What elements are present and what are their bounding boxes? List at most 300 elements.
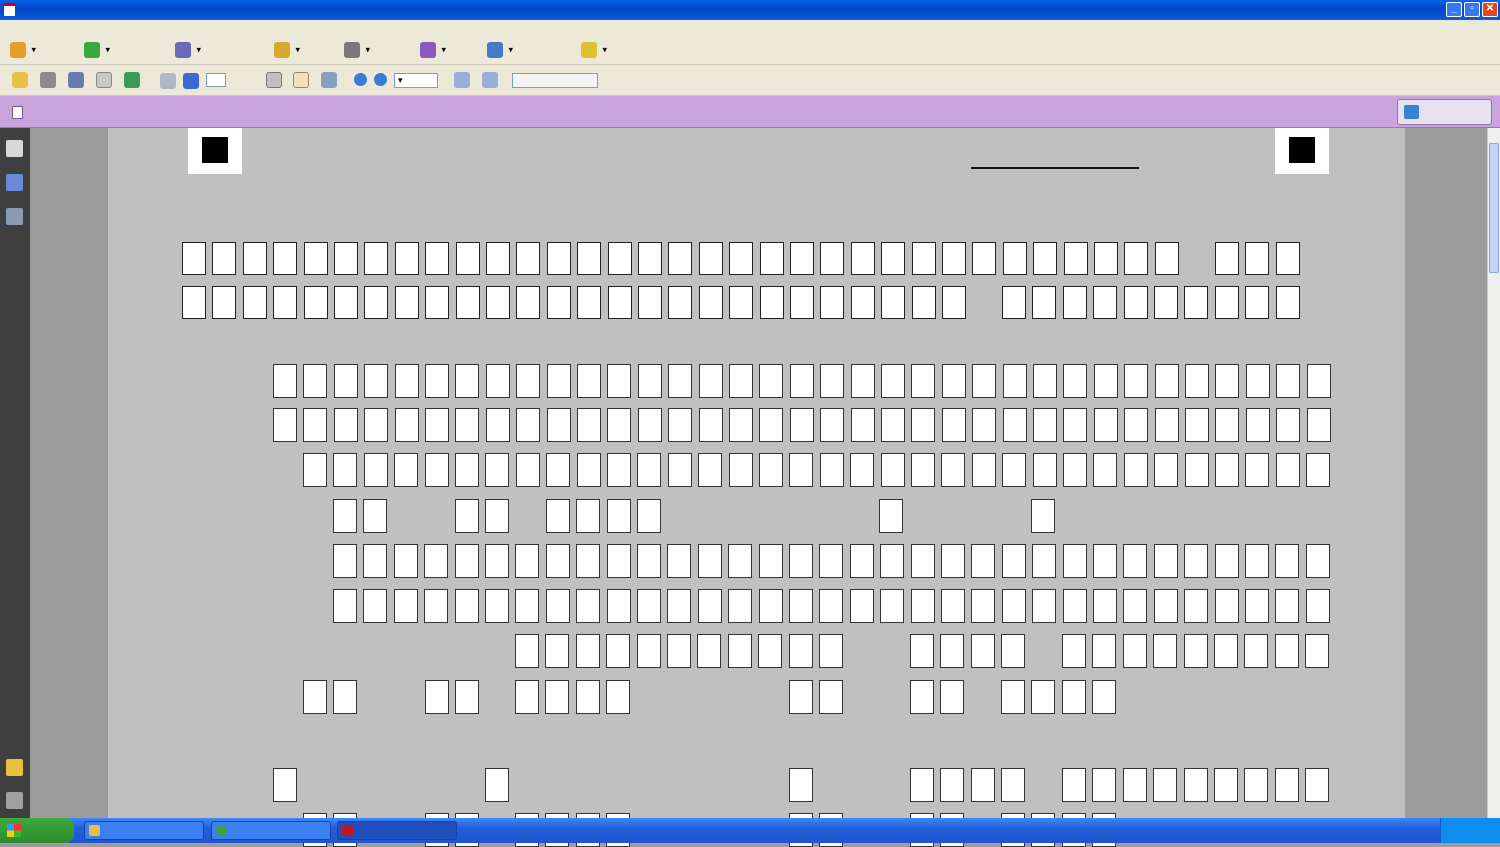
name-cell[interactable] xyxy=(1155,408,1179,442)
doc-series-cell[interactable] xyxy=(1001,634,1025,668)
name-cell[interactable] xyxy=(1307,408,1331,442)
name-cell[interactable] xyxy=(303,408,327,442)
minimize-button[interactable]: _ xyxy=(1446,2,1462,17)
birth-city-cell[interactable] xyxy=(1184,589,1208,623)
surname-cell[interactable] xyxy=(699,364,723,398)
surname-cell[interactable] xyxy=(851,364,875,398)
permit-series-cell[interactable] xyxy=(1001,768,1025,802)
validity-day-cell[interactable] xyxy=(819,680,843,714)
citizenship-cell[interactable] xyxy=(789,453,813,487)
surname-cell[interactable] xyxy=(881,364,905,398)
surname-cell[interactable] xyxy=(972,364,996,398)
secure-button[interactable]: ▾ xyxy=(274,42,300,58)
name-cell[interactable] xyxy=(1246,408,1270,442)
name-cell[interactable] xyxy=(425,408,449,442)
doc-series-cell[interactable] xyxy=(971,634,995,668)
doc-kind-cell[interactable] xyxy=(637,634,661,668)
birth-city-cell[interactable] xyxy=(759,589,783,623)
name-cell[interactable] xyxy=(820,408,844,442)
birth-city-cell[interactable] xyxy=(546,589,570,623)
name-cell[interactable] xyxy=(851,408,875,442)
issue-year-cell[interactable] xyxy=(515,680,539,714)
male-checkbox[interactable] xyxy=(879,499,903,533)
citizenship-cell[interactable] xyxy=(1245,453,1269,487)
name-cell[interactable] xyxy=(972,408,996,442)
birth-state-cell[interactable] xyxy=(667,544,691,578)
birth-state-cell[interactable] xyxy=(759,544,783,578)
birth-city-cell[interactable] xyxy=(576,589,600,623)
citizenship-cell[interactable] xyxy=(485,453,509,487)
name-cell[interactable] xyxy=(486,408,510,442)
dob-year-cell[interactable] xyxy=(637,499,661,533)
surname-cell[interactable] xyxy=(577,364,601,398)
task-acrobat[interactable] xyxy=(337,821,457,840)
citizenship-cell[interactable] xyxy=(972,453,996,487)
birth-state-cell[interactable] xyxy=(1215,544,1239,578)
citizenship-cell[interactable] xyxy=(577,453,601,487)
collab-icon[interactable] xyxy=(124,72,140,88)
name-cell[interactable] xyxy=(1063,408,1087,442)
birth-state-cell[interactable] xyxy=(819,544,843,578)
sample-letter xyxy=(1032,286,1056,319)
sample-letter xyxy=(1124,286,1148,319)
birth-city-cell[interactable] xyxy=(515,589,539,623)
surname-cell[interactable] xyxy=(1124,364,1148,398)
birth-city-cell[interactable] xyxy=(880,589,904,623)
birth-city-cell[interactable] xyxy=(1123,589,1147,623)
birth-city-cell[interactable] xyxy=(850,589,874,623)
birth-state-cell[interactable] xyxy=(911,544,935,578)
citizenship-cell[interactable] xyxy=(1124,453,1148,487)
doc-number-cell[interactable] xyxy=(1062,634,1086,668)
surname-cell[interactable] xyxy=(1033,364,1057,398)
citizenship-cell[interactable] xyxy=(455,453,479,487)
name-cell[interactable] xyxy=(942,408,966,442)
dob-year-cell[interactable] xyxy=(546,499,570,533)
doc-number-cell[interactable] xyxy=(1244,634,1268,668)
permit-number-cell[interactable] xyxy=(1153,768,1177,802)
permit-series-cell[interactable] xyxy=(940,768,964,802)
name-cell[interactable] xyxy=(607,408,631,442)
surname-cell[interactable] xyxy=(911,364,935,398)
name-cell[interactable] xyxy=(1003,408,1027,442)
birth-state-cell[interactable] xyxy=(850,544,874,578)
birth-state-cell[interactable] xyxy=(1002,544,1026,578)
citizenship-cell[interactable] xyxy=(1185,453,1209,487)
name-cell[interactable] xyxy=(1094,408,1118,442)
surname-cell[interactable] xyxy=(668,364,692,398)
sample-letter xyxy=(760,242,784,275)
birth-city-cell[interactable] xyxy=(941,589,965,623)
birth-city-cell[interactable] xyxy=(789,589,813,623)
birth-state-cell[interactable] xyxy=(1123,544,1147,578)
name-cell[interactable] xyxy=(638,408,662,442)
surname-cell[interactable] xyxy=(1185,364,1209,398)
comments-icon[interactable] xyxy=(6,759,23,776)
doc-number-cell[interactable] xyxy=(1214,634,1238,668)
birth-state-cell[interactable] xyxy=(424,544,448,578)
birth-state-cell[interactable] xyxy=(1154,544,1178,578)
sample-letter xyxy=(334,286,358,319)
birth-state-cell[interactable] xyxy=(941,544,965,578)
birth-state-cell[interactable] xyxy=(394,544,418,578)
citizenship-cell[interactable] xyxy=(668,453,692,487)
birth-city-cell[interactable] xyxy=(1245,589,1269,623)
sample-letter xyxy=(425,242,449,275)
birth-state-cell[interactable] xyxy=(728,544,752,578)
birth-city-cell[interactable] xyxy=(363,589,387,623)
lock-icon xyxy=(274,42,290,58)
birth-state-cell[interactable] xyxy=(333,544,357,578)
citizenship-cell[interactable] xyxy=(881,453,905,487)
name-cell[interactable] xyxy=(881,408,905,442)
citizenship-cell[interactable] xyxy=(698,453,722,487)
birth-city-cell[interactable] xyxy=(424,589,448,623)
name-cell[interactable] xyxy=(516,408,540,442)
surname-cell[interactable] xyxy=(820,364,844,398)
birth-city-cell[interactable] xyxy=(819,589,843,623)
citizenship-cell[interactable] xyxy=(1063,453,1087,487)
name-cell[interactable] xyxy=(729,408,753,442)
citizenship-cell[interactable] xyxy=(425,453,449,487)
surname-cell[interactable] xyxy=(1094,364,1118,398)
dob-day-cell[interactable] xyxy=(363,499,387,533)
sample-letter xyxy=(638,286,662,319)
doc-kind-cell[interactable] xyxy=(545,634,569,668)
surname-cell[interactable] xyxy=(516,364,540,398)
birth-city-cell[interactable] xyxy=(667,589,691,623)
dob-year-cell[interactable] xyxy=(607,499,631,533)
surname-cell[interactable] xyxy=(638,364,662,398)
page-down-icon[interactable] xyxy=(183,73,199,89)
corner-marker-square xyxy=(1289,137,1315,163)
issue-month-cell[interactable] xyxy=(455,680,479,714)
validity-year-cell[interactable] xyxy=(1092,680,1116,714)
permit-series-cell[interactable] xyxy=(910,768,934,802)
birth-city-cell[interactable] xyxy=(1215,589,1239,623)
doc-number-cell[interactable] xyxy=(1092,634,1116,668)
citizenship-cell[interactable] xyxy=(637,453,661,487)
surname-cell[interactable] xyxy=(303,364,327,398)
surname-cell[interactable] xyxy=(942,364,966,398)
fit-width-icon[interactable] xyxy=(482,72,498,88)
birth-city-cell[interactable] xyxy=(1275,589,1299,623)
citizenship-cell[interactable] xyxy=(850,453,874,487)
citizenship-cell[interactable] xyxy=(1306,453,1330,487)
visa-checkbox[interactable] xyxy=(273,768,297,802)
surname-cell[interactable] xyxy=(729,364,753,398)
validity-year-cell[interactable] xyxy=(1001,680,1025,714)
dob-month-cell[interactable] xyxy=(485,499,509,533)
female-checkbox[interactable] xyxy=(1031,499,1055,533)
folder-icon xyxy=(89,825,100,836)
doc-number-cell[interactable] xyxy=(1153,634,1177,668)
surname-cell[interactable] xyxy=(1307,364,1331,398)
name-cell[interactable] xyxy=(699,408,723,442)
sample-letter xyxy=(212,286,236,319)
issue-year-cell[interactable] xyxy=(545,680,569,714)
citizenship-cell[interactable] xyxy=(364,453,388,487)
citizenship-cell[interactable] xyxy=(1093,453,1117,487)
birth-city-cell[interactable] xyxy=(911,589,935,623)
birth-city-cell[interactable] xyxy=(1093,589,1117,623)
citizenship-cell[interactable] xyxy=(333,453,357,487)
name-cell[interactable] xyxy=(334,408,358,442)
page-up-icon[interactable] xyxy=(160,73,176,89)
permit-number-cell[interactable] xyxy=(1123,768,1147,802)
zoom-in-icon[interactable] xyxy=(374,73,387,86)
validity-year-cell[interactable] xyxy=(1062,680,1086,714)
birth-state-cell[interactable] xyxy=(1032,544,1056,578)
birth-state-cell[interactable] xyxy=(546,544,570,578)
citizenship-cell[interactable] xyxy=(1215,453,1239,487)
name-cell[interactable] xyxy=(1033,408,1057,442)
task-browser[interactable] xyxy=(211,821,331,840)
sample-letter xyxy=(972,242,996,275)
birth-city-cell[interactable] xyxy=(1154,589,1178,623)
citizenship-cell[interactable] xyxy=(303,453,327,487)
attachments-icon[interactable] xyxy=(6,792,23,809)
vertical-scrollbar[interactable] xyxy=(1487,128,1500,818)
comment-button[interactable]: ▾ xyxy=(581,42,607,58)
page-number-input[interactable] xyxy=(206,73,226,87)
doc-kind-cell[interactable] xyxy=(606,634,630,668)
name-cell[interactable] xyxy=(790,408,814,442)
doc-number-cell[interactable] xyxy=(1275,634,1299,668)
scrollbar-thumb[interactable] xyxy=(1489,143,1499,273)
permit-number-cell[interactable] xyxy=(1062,768,1086,802)
permit-number-cell[interactable] xyxy=(1275,768,1299,802)
name-cell[interactable] xyxy=(547,408,571,442)
surname-cell[interactable] xyxy=(547,364,571,398)
sample-letter xyxy=(881,286,905,319)
create-button[interactable]: ▾ xyxy=(10,42,36,58)
surname-cell[interactable] xyxy=(395,364,419,398)
signatures-icon[interactable] xyxy=(6,208,23,225)
doc-number-cell[interactable] xyxy=(1184,634,1208,668)
surname-cell[interactable] xyxy=(364,364,388,398)
fit-page-icon[interactable] xyxy=(454,72,470,88)
birth-state-cell[interactable] xyxy=(607,544,631,578)
birth-city-cell[interactable] xyxy=(455,589,479,623)
birth-state-cell[interactable] xyxy=(1306,544,1330,578)
comment-icon xyxy=(581,42,597,58)
task-new-folder[interactable] xyxy=(84,821,204,840)
validity-year-cell[interactable] xyxy=(1031,680,1055,714)
sample-letter xyxy=(516,242,540,275)
surname-cell[interactable] xyxy=(1276,364,1300,398)
bookmarks-icon[interactable] xyxy=(6,174,23,191)
surname-cell[interactable] xyxy=(486,364,510,398)
citizenship-cell[interactable] xyxy=(911,453,935,487)
birth-state-cell[interactable] xyxy=(1093,544,1117,578)
doc-number-cell[interactable] xyxy=(1305,634,1329,668)
surname-cell[interactable] xyxy=(1063,364,1087,398)
citizenship-cell[interactable] xyxy=(1033,453,1057,487)
birth-state-cell[interactable] xyxy=(637,544,661,578)
birth-city-cell[interactable] xyxy=(971,589,995,623)
surname-cell[interactable] xyxy=(273,364,297,398)
permit-number-cell[interactable] xyxy=(1184,768,1208,802)
surname-cell[interactable] xyxy=(790,364,814,398)
citizenship-cell[interactable] xyxy=(607,453,631,487)
citizenship-cell[interactable] xyxy=(516,453,540,487)
sign-button[interactable]: ▾ xyxy=(344,42,370,58)
sample-letter xyxy=(942,242,966,275)
birth-state-cell[interactable] xyxy=(880,544,904,578)
start-button[interactable] xyxy=(0,818,74,843)
doc-kind-cell[interactable] xyxy=(576,634,600,668)
surname-cell[interactable] xyxy=(607,364,631,398)
citizenship-cell[interactable] xyxy=(729,453,753,487)
birth-city-cell[interactable] xyxy=(1306,589,1330,623)
doc-kind-cell[interactable] xyxy=(789,634,813,668)
birth-state-cell[interactable] xyxy=(789,544,813,578)
permit-series-cell[interactable] xyxy=(971,768,995,802)
zoom-select[interactable]: ▾ xyxy=(394,73,438,88)
doc-kind-cell[interactable] xyxy=(819,634,843,668)
highlight-fields-icon xyxy=(1404,105,1419,119)
zoom-tool-icon[interactable] xyxy=(321,72,337,88)
sample-letter xyxy=(851,242,875,275)
name-cell[interactable] xyxy=(273,408,297,442)
multimedia-button[interactable]: ▾ xyxy=(487,42,513,58)
combine-button[interactable]: ▾ xyxy=(84,42,110,58)
dob-year-cell[interactable] xyxy=(576,499,600,533)
issue-month-cell[interactable] xyxy=(425,680,449,714)
birth-state-cell[interactable] xyxy=(363,544,387,578)
birth-city-cell[interactable] xyxy=(333,589,357,623)
birth-city-cell[interactable] xyxy=(607,589,631,623)
dob-day-cell[interactable] xyxy=(333,499,357,533)
name-cell[interactable] xyxy=(577,408,601,442)
sample-letter xyxy=(456,242,480,275)
citizenship-cell[interactable] xyxy=(1276,453,1300,487)
surname-cell[interactable] xyxy=(455,364,479,398)
pages-icon[interactable] xyxy=(6,140,23,157)
name-cell[interactable] xyxy=(759,408,783,442)
doc-kind-cell[interactable] xyxy=(728,634,752,668)
collaborate-button[interactable]: ▾ xyxy=(175,42,201,58)
save-icon[interactable] xyxy=(68,72,84,88)
issue-year-cell[interactable] xyxy=(606,680,630,714)
name-cell[interactable] xyxy=(364,408,388,442)
name-cell[interactable] xyxy=(668,408,692,442)
hand-tool-icon[interactable] xyxy=(293,72,309,88)
sample-letter xyxy=(912,242,936,275)
birth-state-cell[interactable] xyxy=(698,544,722,578)
validity-month-cell[interactable] xyxy=(940,680,964,714)
open-folder-icon[interactable] xyxy=(12,72,28,88)
doc-series-cell[interactable] xyxy=(940,634,964,668)
permit-number-cell[interactable] xyxy=(1244,768,1268,802)
birth-city-cell[interactable] xyxy=(1032,589,1056,623)
birth-state-cell[interactable] xyxy=(515,544,539,578)
citizenship-cell[interactable] xyxy=(941,453,965,487)
citizenship-cell[interactable] xyxy=(394,453,418,487)
birth-city-cell[interactable] xyxy=(698,589,722,623)
citizenship-cell[interactable] xyxy=(1154,453,1178,487)
birth-city-cell[interactable] xyxy=(1063,589,1087,623)
citizenship-cell[interactable] xyxy=(820,453,844,487)
collaborate-icon xyxy=(175,42,191,58)
name-cell[interactable] xyxy=(1215,408,1239,442)
birth-state-cell[interactable] xyxy=(1245,544,1269,578)
permit-number-cell[interactable] xyxy=(1092,768,1116,802)
taskbar xyxy=(0,818,1500,843)
issue-day-cell[interactable] xyxy=(303,680,327,714)
birth-state-cell[interactable] xyxy=(485,544,509,578)
print-icon[interactable] xyxy=(40,72,56,88)
find-input[interactable] xyxy=(512,73,598,88)
surname-cell[interactable] xyxy=(759,364,783,398)
birth-city-cell[interactable] xyxy=(485,589,509,623)
citizenship-cell[interactable] xyxy=(1002,453,1026,487)
validity-month-cell[interactable] xyxy=(910,680,934,714)
permit-number-cell[interactable] xyxy=(1214,768,1238,802)
zoom-out-icon[interactable] xyxy=(354,73,367,86)
surname-cell[interactable] xyxy=(1215,364,1239,398)
birth-state-cell[interactable] xyxy=(576,544,600,578)
task-toolbar xyxy=(0,37,1500,65)
sample-letter xyxy=(425,286,449,319)
name-cell[interactable] xyxy=(1185,408,1209,442)
doc-kind-cell[interactable] xyxy=(667,634,691,668)
email-icon[interactable] xyxy=(96,72,112,88)
birth-city-cell[interactable] xyxy=(728,589,752,623)
citizenship-cell[interactable] xyxy=(759,453,783,487)
doc-number-cell[interactable] xyxy=(1123,634,1147,668)
birth-state-cell[interactable] xyxy=(455,544,479,578)
validity-day-cell[interactable] xyxy=(789,680,813,714)
maximize-button[interactable]: ▫ xyxy=(1464,2,1480,17)
doc-kind-cell[interactable] xyxy=(515,634,539,668)
sample-letter xyxy=(729,286,753,319)
birth-city-cell[interactable] xyxy=(1002,589,1026,623)
birth-state-cell[interactable] xyxy=(1184,544,1208,578)
select-tool-icon[interactable] xyxy=(266,72,282,88)
forms-button[interactable]: ▾ xyxy=(420,42,446,58)
dob-month-cell[interactable] xyxy=(455,499,479,533)
doc-series-cell[interactable] xyxy=(910,634,934,668)
surname-cell[interactable] xyxy=(334,364,358,398)
name-cell[interactable] xyxy=(455,408,479,442)
temp-permit-checkbox[interactable] xyxy=(789,768,813,802)
name-cell[interactable] xyxy=(911,408,935,442)
birth-state-cell[interactable] xyxy=(1063,544,1087,578)
name-cell[interactable] xyxy=(395,408,419,442)
surname-cell[interactable] xyxy=(1155,364,1179,398)
doc-kind-cell[interactable] xyxy=(758,634,782,668)
name-cell[interactable] xyxy=(1124,408,1148,442)
close-button[interactable]: ✕ xyxy=(1482,2,1498,17)
surname-cell[interactable] xyxy=(425,364,449,398)
residence-checkbox[interactable] xyxy=(485,768,509,802)
issue-day-cell[interactable] xyxy=(333,680,357,714)
name-cell[interactable] xyxy=(1276,408,1300,442)
surname-cell[interactable] xyxy=(1246,364,1270,398)
doc-kind-cell[interactable] xyxy=(697,634,721,668)
birth-state-cell[interactable] xyxy=(971,544,995,578)
birth-city-cell[interactable] xyxy=(394,589,418,623)
birth-state-cell[interactable] xyxy=(1275,544,1299,578)
highlight-fields-button[interactable] xyxy=(1397,99,1492,125)
permit-number-cell[interactable] xyxy=(1305,768,1329,802)
surname-cell[interactable] xyxy=(1003,364,1027,398)
citizenship-cell[interactable] xyxy=(546,453,570,487)
birth-city-cell[interactable] xyxy=(637,589,661,623)
issue-year-cell[interactable] xyxy=(576,680,600,714)
